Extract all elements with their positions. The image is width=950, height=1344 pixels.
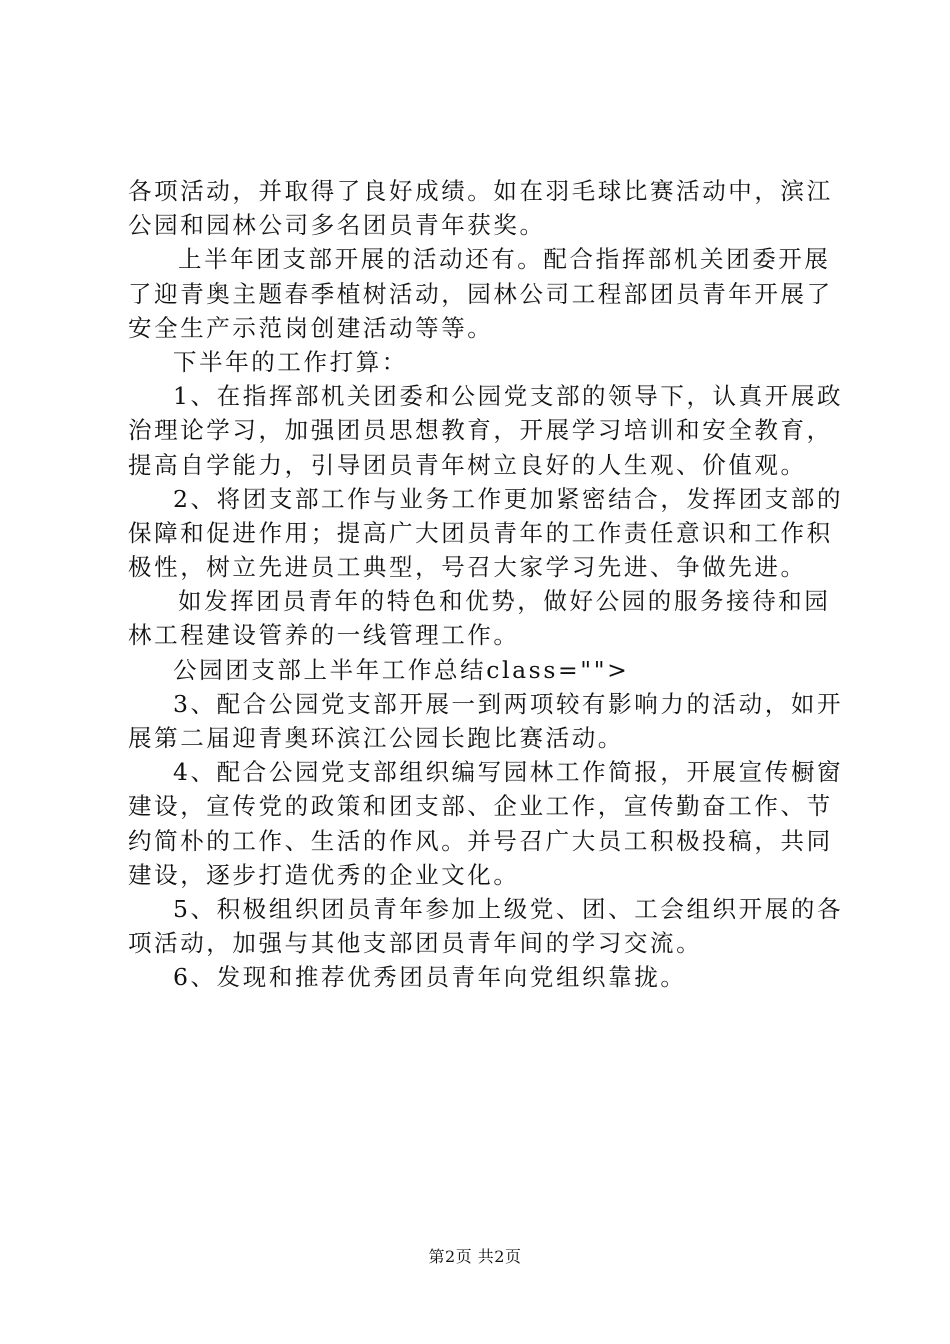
text-line: 下半年的工作打算： bbox=[173, 347, 408, 376]
text-line: 公园和园林公司多名团员青年获奖。 bbox=[128, 211, 546, 240]
text-line: 6、发现和推荐优秀团员青年向党组织靠拢。 bbox=[173, 963, 687, 992]
text-line: 极性，树立先进员工典型，号召大家学习先进、争做先进。 bbox=[128, 553, 807, 582]
text-line: 2、将团支部工作与业务工作更加紧密结合，发挥团支部的 bbox=[173, 484, 844, 513]
text-line: 建设，逐步打造优秀的企业文化。 bbox=[128, 860, 520, 889]
text-line: 3、配合公园党支部开展一到两项较有影响力的活动，如开 bbox=[173, 689, 844, 718]
text-line: 4、配合公园党支部组织编写园林工作简报，开展宣传橱窗 bbox=[173, 758, 844, 787]
text-line: 约简朴的工作、生活的作风。并号召广大员工积极投稿，共同 bbox=[128, 826, 833, 855]
text-line: 1、在指挥部机关团委和公园党支部的领导下，认真开展政 bbox=[173, 382, 844, 411]
text-line: 展第二届迎青奥环滨江公园长跑比赛活动。 bbox=[128, 724, 624, 752]
text-line: 了迎青奥主题春季植树活动，园林公司工程部团员青年开展了 bbox=[128, 279, 833, 308]
text-line: 保障和促进作用；提高广大团员青年的工作责任意识和工作积 bbox=[128, 518, 833, 547]
text-line: 各项活动，并取得了良好成绩。如在羽毛球比赛活动中，滨江 bbox=[128, 177, 833, 205]
text-line: 5、积极组织团员青年参加上级党、团、工会组织开展的各 bbox=[173, 894, 844, 923]
text-line: 提高自学能力，引导团员青年树立良好的人生观、价值观。 bbox=[128, 450, 807, 479]
text-line: 公园团支部上半年工作总结class=""> bbox=[173, 655, 630, 684]
text-line: 如发挥团员青年的特色和优势，做好公园的服务接待和园 bbox=[178, 587, 831, 616]
text-line: 建设，宣传党的政策和团支部、企业工作，宣传勤奋工作、节 bbox=[128, 792, 833, 821]
text-line: 项活动，加强与其他支部团员青年间的学习交流。 bbox=[128, 929, 703, 958]
text-line: 治理论学习，加强团员思想教育，开展学习培训和安全教育， bbox=[128, 416, 833, 445]
page-footer: 第2页 共2页 bbox=[428, 1247, 522, 1266]
text-line: 林工程建设管养的一线管理工作。 bbox=[128, 621, 520, 650]
text-line: 安全生产示范岗创建活动等等。 bbox=[128, 313, 494, 342]
document-body bbox=[128, 174, 844, 995]
text-line: 上半年团支部开展的活动还有。配合指挥部机关团委开展 bbox=[178, 245, 831, 274]
